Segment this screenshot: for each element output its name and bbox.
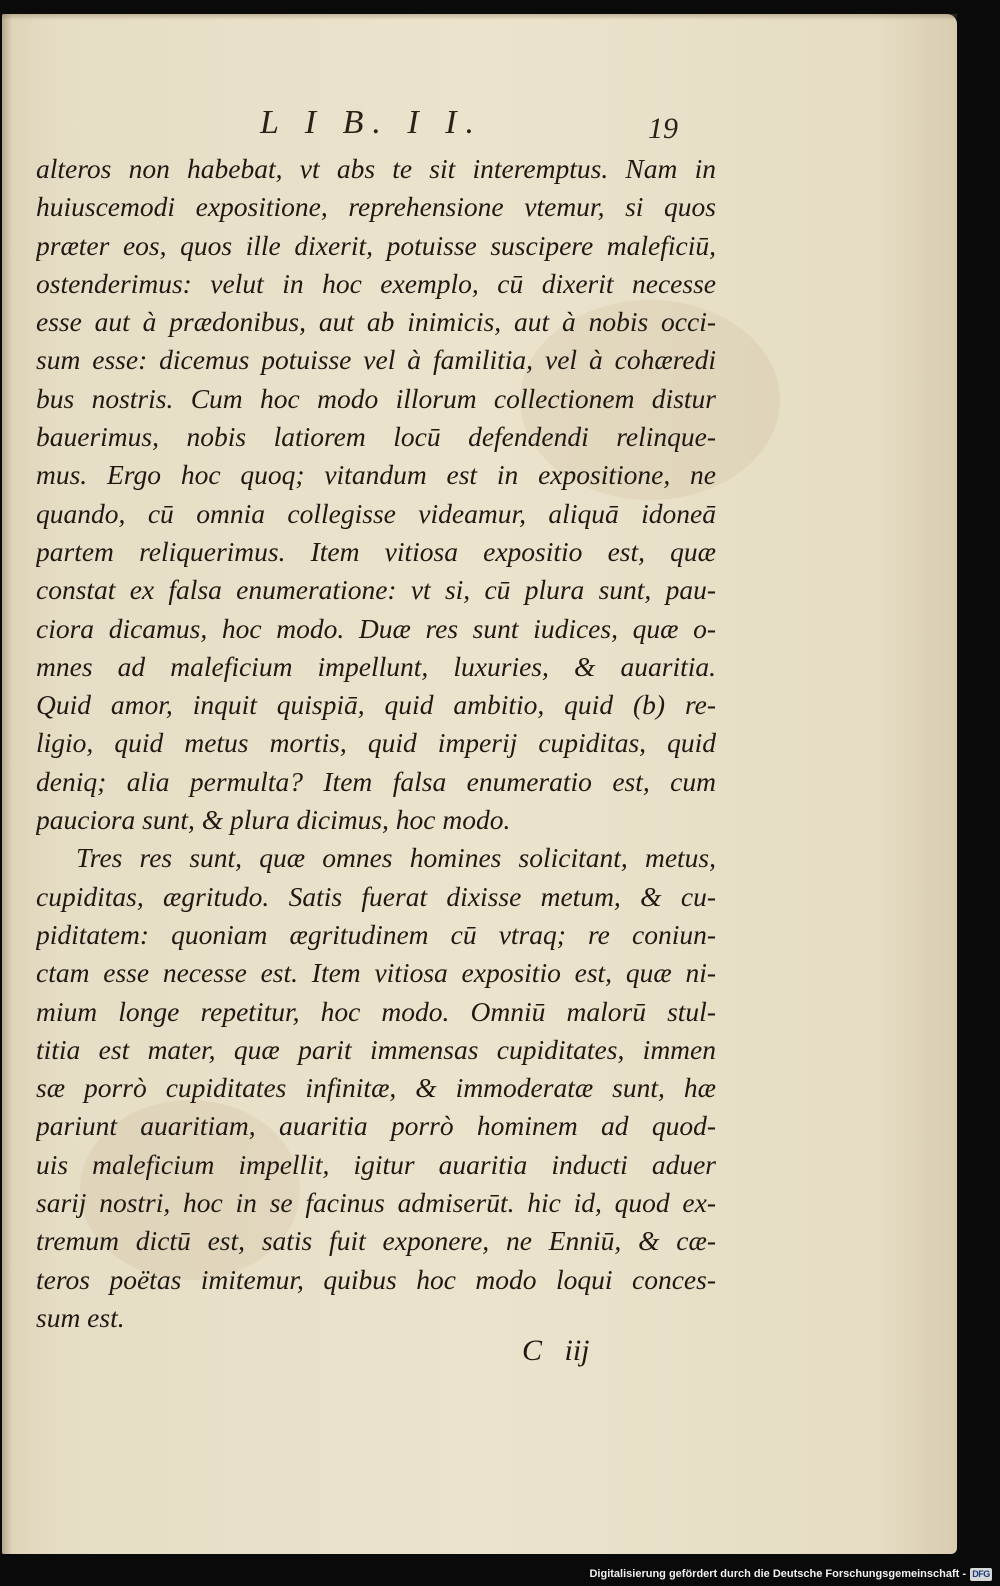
footer-text: Digitalisierung gefördert durch die Deutsche Forschungsgemeinschaft - (589, 1568, 966, 1580)
page-number: 19 (648, 112, 678, 145)
text-line: bauerimus, nobis latiorem locū defendendi relinque- (36, 421, 716, 453)
text-line: cupiditas, ægritudo. Satis fuerat dixisse metum, & cu- (36, 880, 716, 912)
text-line: titia est mater, quæ parit immensas cupiditates, immen (36, 1033, 716, 1065)
text-line: mium longe repetitur, hoc modo. Omniū malorū stul- (36, 995, 716, 1027)
text-line: esse aut à prædonibus, aut ab inimicis, aut à nobis occi- (36, 306, 716, 338)
text-line: tremum dictū est, satis fuit exponere, ne Enniū, & cæ- (36, 1225, 716, 1257)
text-line: quando, cū omnia collegisse videamur, aliquā idoneā (36, 497, 716, 529)
text-line: sarij nostri, hoc in se facinus admiserūt. hic id, quod ex- (36, 1187, 716, 1219)
page-shadow-top (2, 14, 957, 20)
text-line: præter eos, quos ille dixerit, potuisse suscipere maleficiū, (36, 229, 716, 261)
text-line: mnes ad maleficium impellunt, luxuries, & auaritia. (36, 650, 716, 682)
text-line: uis maleficium impellit, igitur auaritia inducti aduer (36, 1148, 716, 1180)
dfg-logo (970, 1568, 992, 1581)
text-line: ciora dicamus, hoc modo. Duæ res sunt iudices, quæ o- (36, 612, 716, 644)
body-text (36, 150, 716, 1337)
text-line: alteros non habebat, vt abs te sit interemptus. Nam in (36, 153, 716, 184)
text-line: huiuscemodi expositione, reprehensione vtemur, si quos (36, 191, 716, 223)
text-line: ligio, quid metus mortis, quid imperij cupiditas, quid (36, 727, 716, 759)
text-line: bus nostris. Cum hoc modo illorum collectionem distur (36, 382, 716, 414)
text-line: Tres res sunt, quæ omnes homines solicitant, metus, (76, 842, 716, 874)
text-line: ostenderimus: velut in hoc exemplo, cū dixerit necesse (36, 267, 716, 299)
signature-mark: C iij (522, 1334, 590, 1367)
text-line: constat ex falsa enumeratione: vt si, cū plura sunt, pau- (36, 574, 716, 606)
text-line: sæ porrò cupiditates infinitæ, & immoderatæ sunt, hæ (36, 1072, 716, 1104)
dfg-logo-text: DFG (972, 1569, 990, 1579)
text-line: teros poëtas imitemur, quibus hoc modo loqui conces- (36, 1263, 716, 1295)
text-line: partem reliquerimus. Item vitiosa expositio est, quæ (36, 535, 716, 567)
text-line: pauciora sunt, & plura dicimus, hoc modo. (36, 804, 511, 836)
text-line: pariunt auaritiam, auaritia porrò hominem ad quod- (36, 1110, 716, 1142)
text-line: piditatem: quoniam ægritudinem cū vtraq; re coniun- (36, 918, 716, 950)
text-line: deniq; alia permulta? Item falsa enumeratio est, cum (36, 765, 716, 797)
page-shadow-left (2, 14, 12, 1554)
text-line: sum est. (36, 1301, 125, 1333)
running-head: L I B. I I. (260, 104, 484, 141)
text-line: mus. Ergo hoc quoq; vitandum est in expositione, ne (36, 459, 716, 491)
text-line: ctam esse necesse est. Item vitiosa expositio est, quæ ni- (36, 957, 716, 989)
text-line: Quid amor, inquit quispiā, quid ambitio, quid (b) re- (36, 689, 716, 721)
text-line: sum esse: dicemus potuisse vel à familitia, vel à cohæredi (36, 344, 716, 376)
footer-credit (589, 1564, 992, 1584)
